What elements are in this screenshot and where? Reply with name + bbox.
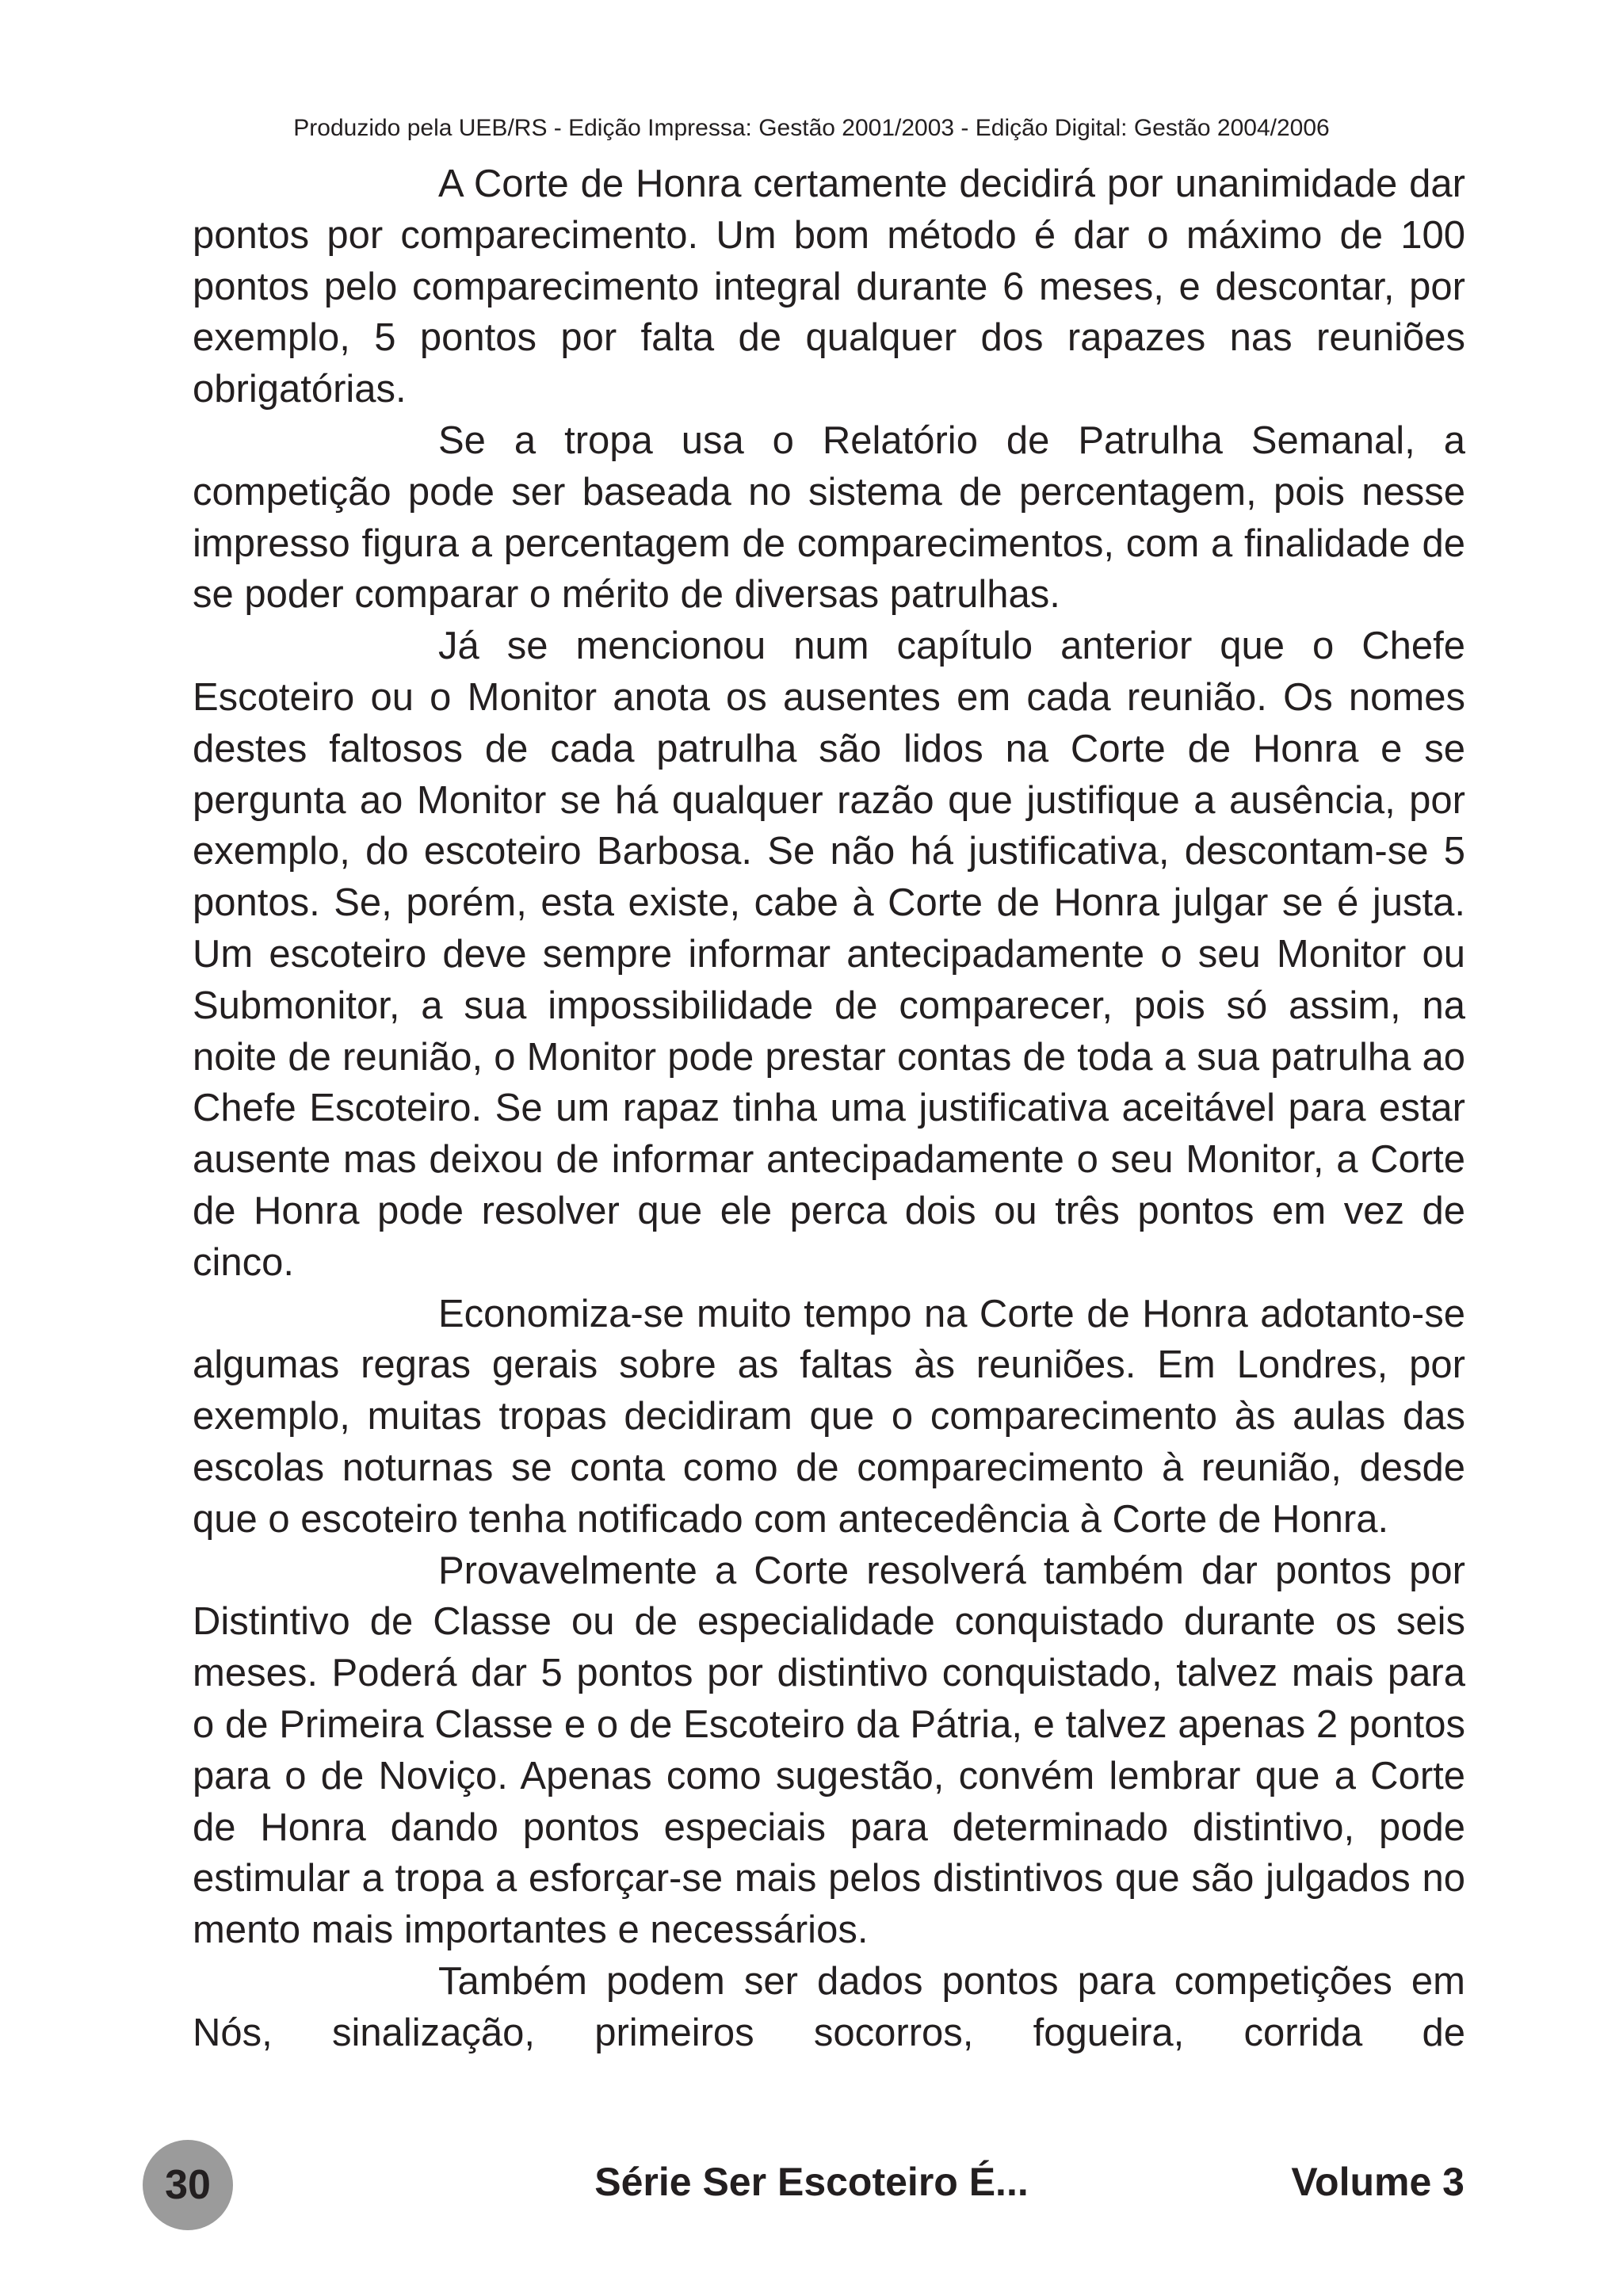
paragraph-4: Economiza-se muito tempo na Corte de Honra adotanto-se algumas regras gerais sobre as faltas às reuniões. Em Londres, por exemplo, muitas tropas decidiram que o comparecimento às aulas das escolas noturnas se conta como de comparecimento à reunião, desde que o escoteiro tenha notificado com antecedência à Corte de Honra. [193,1292,1465,1541]
paragraph-1: A Corte de Honra certamente decidirá por unanimidade dar pontos por comparecimento. Um bom método é dar o máximo de 100 pontos pelo comparecimento integral durante 6 meses, e descontar, por exemplo, 5 pontos por falta de qualquer dos rapazes nas reuniões obrigatórias. [193,162,1465,411]
paragraph-5: Provavelmente a Corte resolverá também dar pontos por Distintivo de Classe ou de especialidade conquistado durante os seis meses. Poderá dar 5 pontos por distintivo conquistado, talvez mais para o de Primeira Classe e o de Escoteiro da Pátria, e talvez apenas 2 pontos para o de Noviço. Apenas como sugestão, convém lembrar que a Corte de Honra dando pontos especiais para determinado distintivo, pode estimular a tropa a esforçar-se mais pelos distintivos que são julgados no mento mais importantes e necessários. [193,1549,1465,1952]
page-number: 30 [165,2162,211,2208]
paragraph-2: Se a tropa usa o Relatório de Patrulha Semanal, a competição pode ser baseada no sistema de percentagem, pois nesse impresso figura a percentagem de comparecimentos, com a finalidade de se poder comparar o mérito de diversas patrulhas. [193,418,1465,617]
volume-label: Volume 3 [1291,2160,1465,2204]
page-footer [0,2140,1623,2227]
series-title: Série Ser Escoteiro É... [594,2160,1029,2204]
paragraph-6: Também podem ser dados pontos para competições em Nós, sinalização, primeiros socorros, fogueira, corrida de [193,1959,1465,2054]
paragraph-3: Já se mencionou num capítulo anterior que o Chefe Escoteiro ou o Monitor anota os ausentes em cada reunião. Os nomes destes faltosos de cada patrulha são lidos na Corte de Honra e se pergunta ao Monitor se há qualquer razão que justifique a ausência, por exemplo, do escoteiro Barbosa. Se não há justificativa, descontam-se 5 pontos. Se, porém, esta existe, cabe à Corte de Honra julgar se é justa. Um escoteiro deve sempre informar antecipadamente o seu Monitor ou Submonitor, a sua impossibilidade de comparecer, pois só assim, na noite de reunião, o Monitor pode prestar contas de toda a sua patrulha ao Chefe Escoteiro. Se um rapaz tinha uma justificativa aceitável para estar ausente mas deixou de informar antecipadamente o seu Monitor, a Corte de Honra pode resolver que ele perca dois ou três pontos em vez de cinco. [193,625,1465,1284]
body-text [193,159,1465,2058]
page-header: Produzido pela UEB/RS - Edição Impressa: Gestão 2001/2003 - Edição Digital: Gestão 2004/2006 [293,115,1330,141]
